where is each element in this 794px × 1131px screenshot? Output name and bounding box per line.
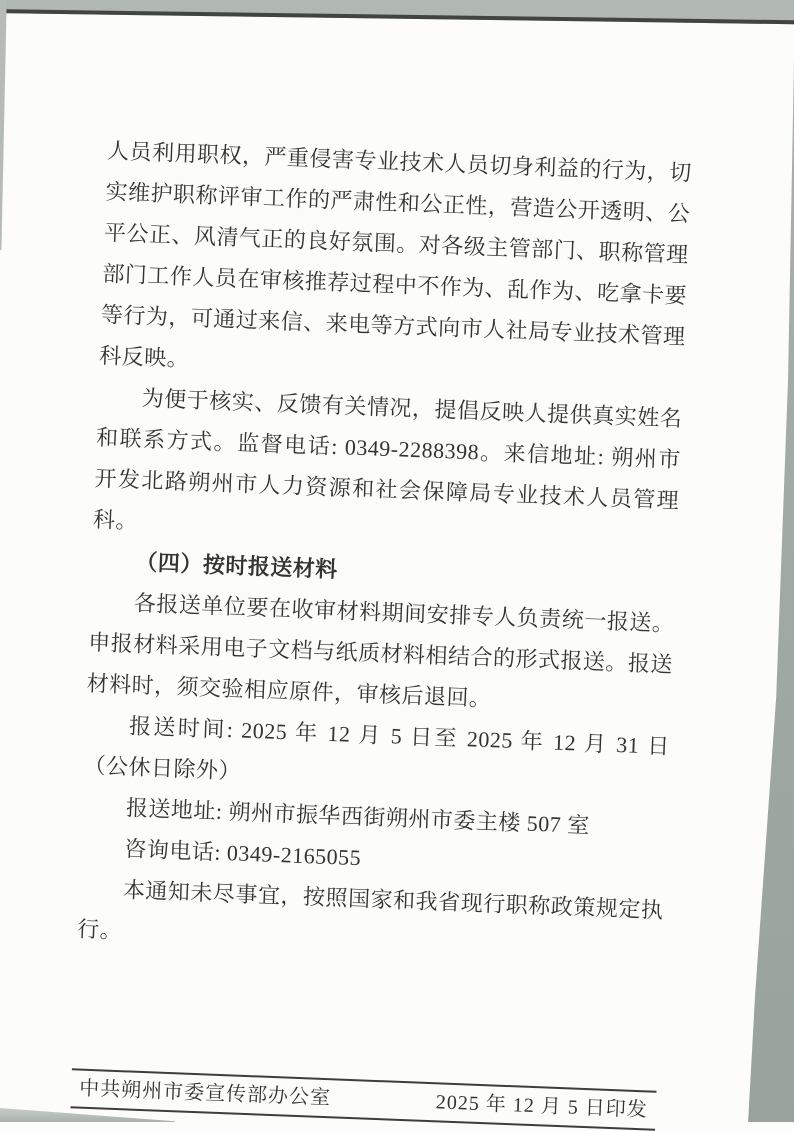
imprint-print-date: 2025 年 12 月 5 日印发 xyxy=(435,1091,649,1122)
paragraph-submission-address: 报送地址: 朔州市振华西街朔州市委主楼 507 室 xyxy=(125,795,591,838)
scan-left-edge xyxy=(0,0,14,250)
paragraph-submission-requirements: 各报送单位要在收审材料期间安排专人负责统一报送。申报材料采用电子文档与纸质材料相结合的形式报送。报送材料时，须交验相应原件，审核后退回。 xyxy=(86,590,675,712)
scan-top-edge xyxy=(0,0,794,25)
scan-right-edge xyxy=(740,60,794,1122)
paragraph-misconduct-reporting: 人员利用职权，严重侵害专业技术人员切身利益的行为，切实维护职称评审工作的严肃性和公正性，营造公开透明、公平公正、风清气正的良好氛围。对各级主管部门、职称管理部门工作人员在审核推荐过程中不作为、乱作为、吃拿卡要等行为，可通过来信、来电等方式向市人社局专业技术管理科反映。 xyxy=(98,137,693,372)
paragraph-submission-time: 报送时间: 2025 年 12 月 5 日至 2025 年 12 月 31 日（公休日除外） xyxy=(83,713,671,784)
paragraph-closing-remark: 本通知未尽事宜，按照国家和我省现行职称政策规定执行。 xyxy=(76,877,664,944)
section-heading-submit-materials: （四）按时报送材料 xyxy=(134,549,339,583)
paragraph-supervision-contact: 为便于核实、反馈有关情况，提倡反映人提供真实姓名和联系方式。监督电话: 0349-2288398。来信地址: 朔州市开发北路朔州市人力资源和社会保障局专业技术人员管理科。 xyxy=(92,385,683,534)
paragraph-inquiry-phone: 咨询电话: 0349-2165055 xyxy=(123,836,362,871)
imprint-issuer: 中共朔州市委宣传部办公室 xyxy=(78,1077,332,1110)
document-page xyxy=(70,130,692,1131)
